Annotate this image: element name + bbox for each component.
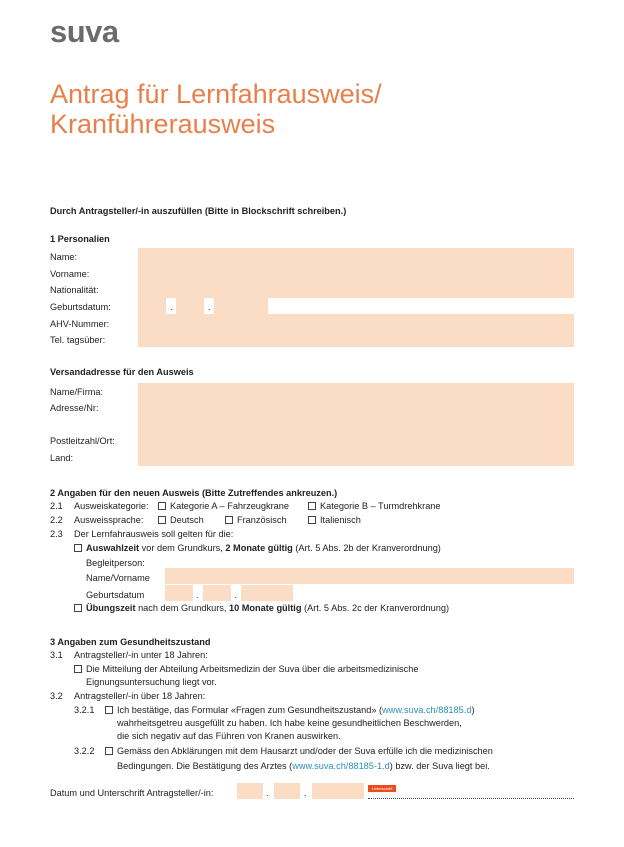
text-3-2-1-line3: die sich negativ auf das Führen von Kranen auswirken. <box>117 731 341 741</box>
birth-month-field[interactable] <box>176 298 204 314</box>
versand-heading: Versandadresse für den Ausweis <box>50 367 194 377</box>
page-title-line1: Antrag für Lernfahrausweis/ <box>50 79 382 109</box>
checkbox-icon[interactable] <box>225 516 233 524</box>
unter18-label: Antragsteller/-in unter 18 Jahren: <box>74 650 208 660</box>
checkbox-icon[interactable] <box>105 706 113 714</box>
signature-label: Datum und Unterschrift Antragsteller/-in: <box>50 788 214 798</box>
begleit-name-label: Name/Vorname <box>86 573 150 583</box>
begleit-name-field[interactable] <box>165 568 574 584</box>
num-2-2: 2.2 <box>50 515 63 525</box>
checkbox-icon[interactable] <box>158 502 166 510</box>
num-3-2-2: 3.2.2 <box>74 746 95 756</box>
land-label: Land: <box>50 453 73 463</box>
date-separator: . <box>196 590 199 600</box>
name-label: Name: <box>50 252 78 262</box>
link-88185-1[interactable]: www.suva.ch/88185-1.d <box>292 761 390 771</box>
birth-day-field[interactable] <box>138 298 166 314</box>
kategorie-label: Ausweiskategorie: <box>74 501 149 511</box>
kategorie-a-option[interactable]: Kategorie A – Fahrzeugkrane <box>158 501 289 512</box>
num-3-2: 3.2 <box>50 691 63 701</box>
ahv-tel-fields[interactable] <box>138 314 574 347</box>
plz-label: Postleitzahl/Ort: <box>50 436 115 446</box>
sign-day-field[interactable] <box>237 783 263 799</box>
sprache-franz-option[interactable]: Französisch <box>225 515 287 526</box>
signature-line[interactable] <box>368 797 574 799</box>
num-2-1: 2.1 <box>50 501 63 511</box>
num-3-1: 3.1 <box>50 650 63 660</box>
date-separator: . <box>234 590 237 600</box>
section-3-heading: 3 Angaben zum Gesundheitszustand <box>50 637 211 647</box>
option-3-2-2[interactable]: Gemäss den Abklärungen mit dem Hausarzt und/oder der Suva erfülle ich die medizinischen <box>105 746 493 757</box>
birth-year-field[interactable] <box>214 298 268 314</box>
tel-label: Tel. tagsüber: <box>50 335 106 345</box>
checkbox-icon[interactable] <box>308 516 316 524</box>
sprache-label: Ausweissprache: <box>74 515 144 525</box>
begleit-birth-year[interactable] <box>241 585 293 601</box>
begleit-birth-day[interactable] <box>165 585 193 601</box>
gelten-label: Der Lernfahrausweis soll gelten für die: <box>74 529 234 539</box>
auswahlzeit-option[interactable]: Auswahlzeit vor dem Grundkurs, 2 Monate gültig (Art. 5 Abs. 2b der Kranverordnung) <box>74 543 441 554</box>
ueber18-label: Antragsteller/-in über 18 Jahren: <box>74 691 206 701</box>
option-3-2-1[interactable]: Ich bestätige, das Formular «Fragen zum Gesundheitszustand» (www.suva.ch/88185.d) <box>105 705 475 716</box>
adresse-label: Adresse/Nr: <box>50 403 99 413</box>
vorname-label: Vorname: <box>50 269 90 279</box>
sprache-deutsch-option[interactable]: Deutsch <box>158 515 204 526</box>
date-separator: . <box>266 788 269 798</box>
personalien-fields-top[interactable] <box>138 248 574 298</box>
begleitperson-label: Begleitperson: <box>86 558 145 568</box>
link-88185[interactable]: www.suva.ch/88185.d <box>382 705 472 715</box>
sprache-ital-option[interactable]: Italienisch <box>308 515 361 526</box>
begleit-geburtsdatum-label: Geburtsdatum <box>86 590 145 600</box>
ahv-label: AHV-Nummer: <box>50 319 110 329</box>
checkbox-icon[interactable] <box>158 516 166 524</box>
signature-tag[interactable]: Unterschrift <box>368 785 396 792</box>
uebungszeit-option[interactable]: Übungszeit nach dem Grundkurs, 10 Monate gültig (Art. 5 Abs. 2c der Kranverordnung) <box>74 603 449 614</box>
text-3-2-2-line2: Bedingungen. Die Bestätigung des Arztes (www.suva.ch/88185-1.d) bzw. der Suva liegt bei. <box>117 761 490 771</box>
checkbox-icon[interactable] <box>74 604 82 612</box>
num-3-2-1: 3.2.1 <box>74 705 95 715</box>
page-title-line2: Kranführerausweis <box>50 109 276 139</box>
date-separator: . <box>208 302 211 312</box>
kategorie-b-option[interactable]: Kategorie B – Turmdrehkrane <box>308 501 441 512</box>
date-separator: . <box>170 302 173 312</box>
versand-fields[interactable] <box>138 383 574 466</box>
section-1-heading: 1 Personalien <box>50 234 110 244</box>
checkbox-icon[interactable] <box>74 544 82 552</box>
num-2-3: 2.3 <box>50 529 63 539</box>
date-separator: . <box>304 788 307 798</box>
suva-logo: suva <box>50 14 119 49</box>
sign-year-field[interactable] <box>312 783 364 799</box>
name-firma-label: Name/Firma: <box>50 387 104 397</box>
checkbox-icon[interactable] <box>308 502 316 510</box>
sign-month-field[interactable] <box>274 783 300 799</box>
nationalitaet-label: Nationalität: <box>50 285 99 295</box>
geburtsdatum-label: Geburtsdatum: <box>50 302 111 312</box>
text-3-2-1-line2: wahrheitsgetreu ausgefüllt zu haben. Ich habe keine gesundheitlichen Beschwerden, <box>117 718 462 728</box>
checkbox-icon[interactable] <box>74 665 82 673</box>
unter18-option[interactable]: Die Mitteilung der Abteilung Arbeitsmedizin der Suva über die arbeitsmedizinische <box>74 664 418 675</box>
checkbox-icon[interactable] <box>105 747 113 755</box>
unter18-text-line2: Eignungsuntersuchung liegt vor. <box>86 677 217 687</box>
begleit-birth-month[interactable] <box>203 585 231 601</box>
intro-instruction: Durch Antragsteller/-in auszufüllen (Bitte in Blockschrift schreiben.) <box>50 206 347 216</box>
section-2-heading: 2 Angaben für den neuen Ausweis (Bitte Zutreffendes ankreuzen.) <box>50 488 338 498</box>
